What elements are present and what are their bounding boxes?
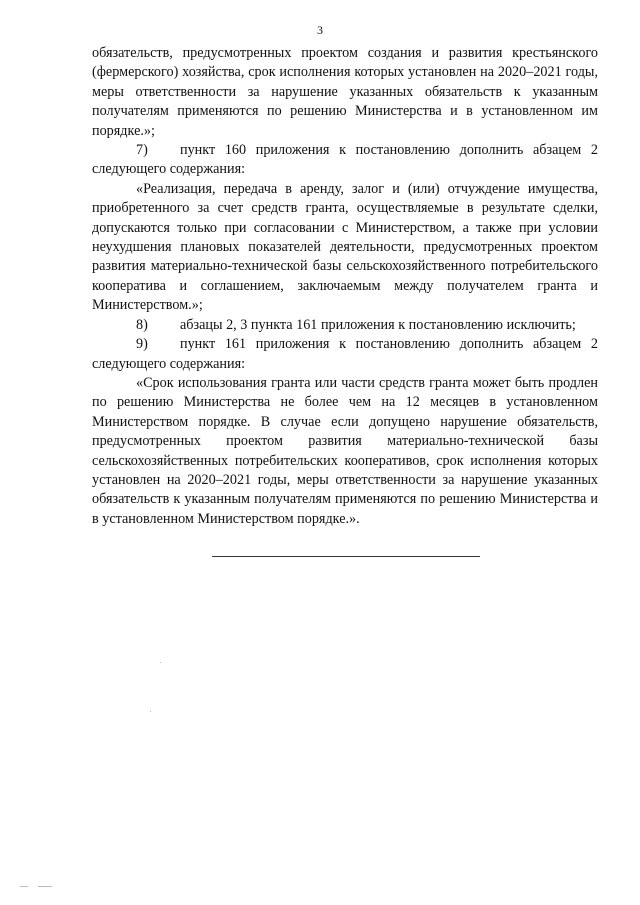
document-body xyxy=(92,44,598,529)
page-number: 3 xyxy=(317,23,323,37)
list-item-number: 9) xyxy=(136,336,148,353)
list-item-text: абзацы 2, 3 пункта 161 приложения к постановлению исключить; xyxy=(180,316,576,333)
list-item-number: 8) xyxy=(136,316,148,333)
quoted-paragraph xyxy=(92,180,598,316)
scan-speck xyxy=(150,711,151,712)
quoted-paragraph xyxy=(92,374,598,529)
list-item-9 xyxy=(92,335,598,374)
list-item-text: пункт 161 приложения к постановлению дополнить абзацем 2 следующего содержания: xyxy=(92,336,598,372)
list-item-7 xyxy=(92,141,598,180)
list-item-8 xyxy=(92,316,598,335)
list-item-number: 7) xyxy=(136,142,148,159)
paragraph-text: «Реализация, передача в аренду, залог и (или) отчуждение имущества, приобретенного за счет средств гранта, осуществляемые в результате сделки, допускаются только при согласовании с Министерством, а также при условии неухудшения плановых показателей деятельности, предусмотренных проектом развития материально-технической базы сельскохозяйственного потребительского кооператива и соглашением, заключаемым между получателем гранта и Министерством.»; xyxy=(92,180,598,314)
paragraph-text: «Срок использования гранта или части средств гранта может быть продлен по решению Министерства не более чем на 12 месяцев в установленном Министерством порядке. В случае если допущено нарушение обязательств, предусмотренных проектом развития материально-технической базы сельскохозяйственных потребительских кооперативов, срок исполнения которых установлен на 2020–2021 годы, меры ответственности за нарушение указанных обязательств к указанным получателям применяются по решению Министерства и в установленном Министерством порядке.». xyxy=(92,374,598,527)
paragraph-continuation xyxy=(92,44,598,141)
list-item-text: пункт 160 приложения к постановлению дополнить абзацем 2 следующего содержания: xyxy=(92,142,598,178)
end-divider-line xyxy=(212,556,480,557)
paragraph-text: обязательств, предусмотренных проектом создания и развития крестьянского (фермерского) хозяйства, срок исполнения которых установлен на 2020–2021 годы, меры ответственности за нарушение указанных обязательств к указанным получателям применяются по решению Министерства и в установленном им порядке.»; xyxy=(92,45,598,139)
scan-speck xyxy=(160,662,161,663)
scan-speck xyxy=(38,886,52,887)
scan-speck xyxy=(20,886,28,887)
